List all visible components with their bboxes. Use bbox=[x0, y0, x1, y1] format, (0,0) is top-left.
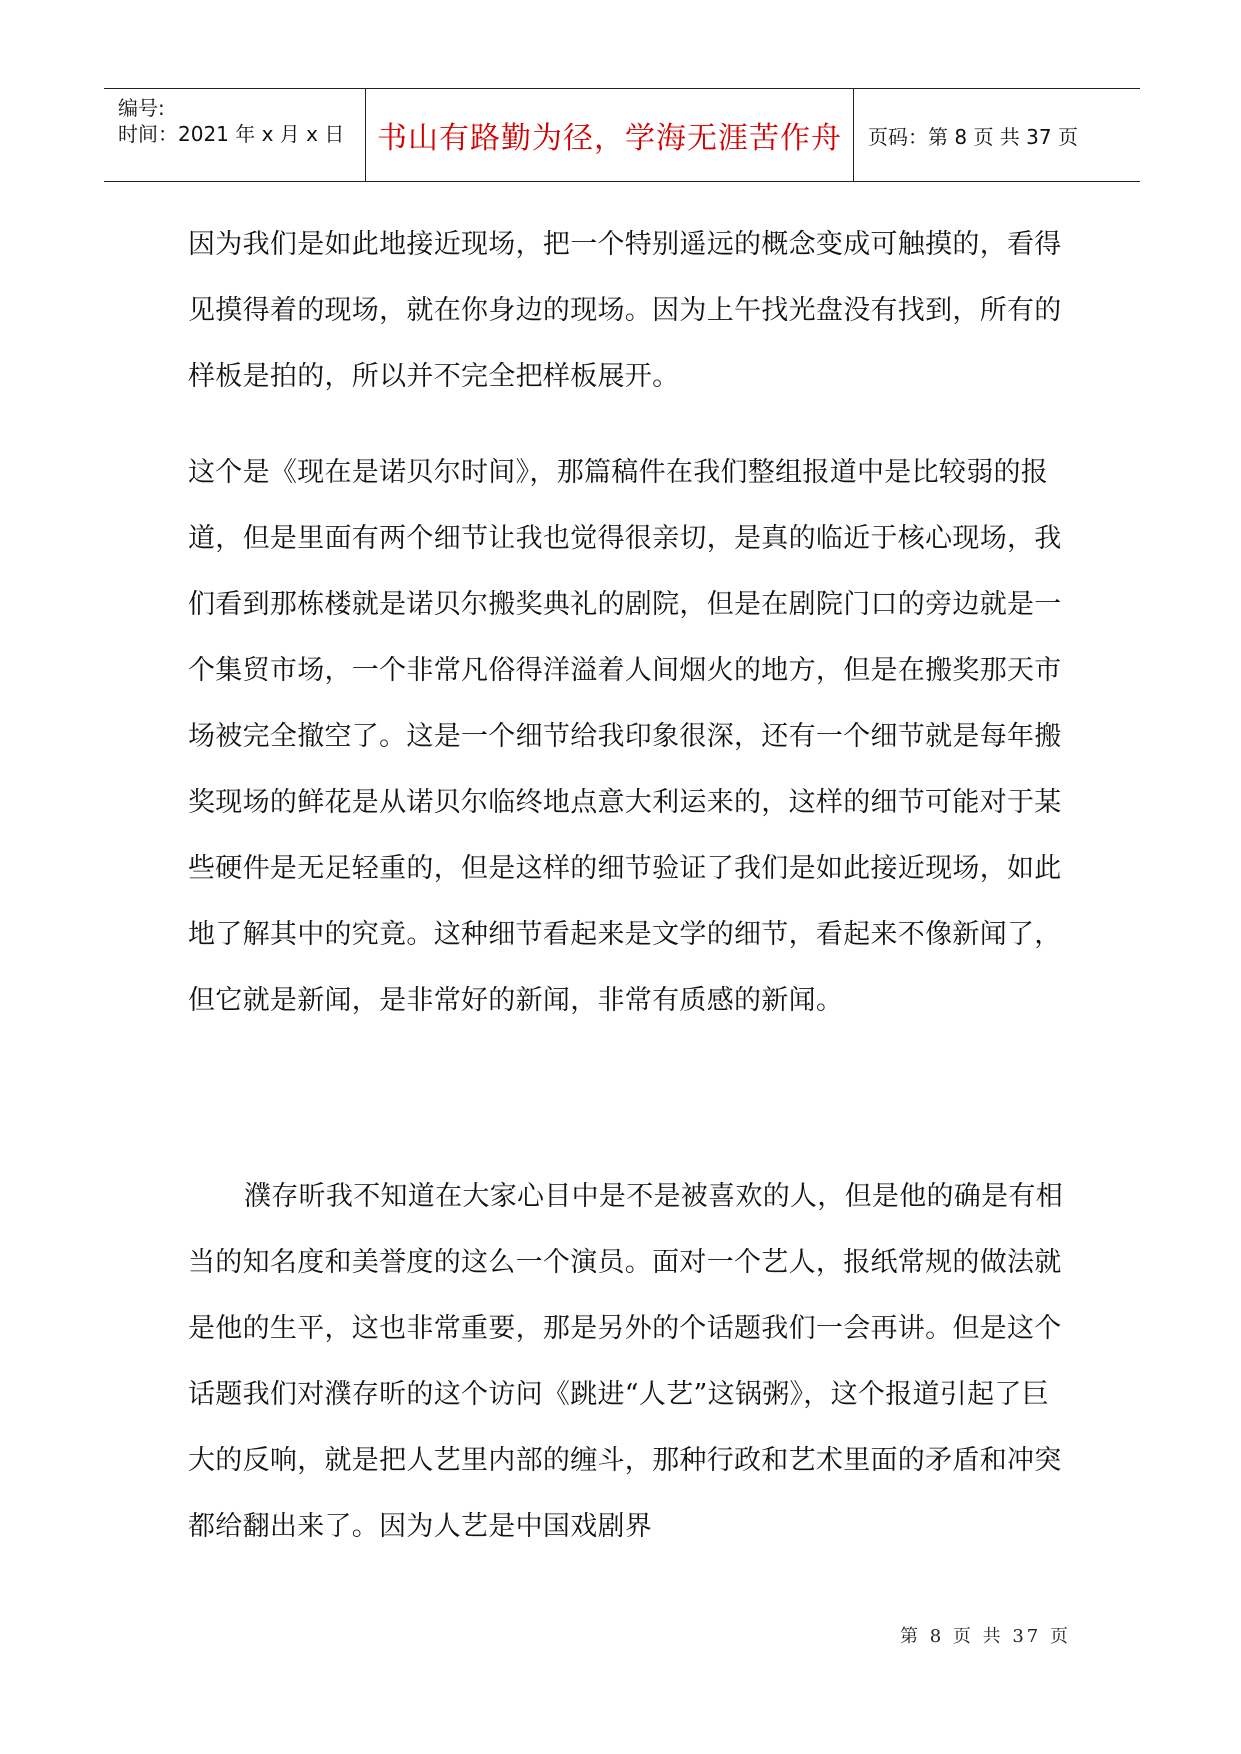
paragraph: 濮存昕我不知道在大家心目中是不是被喜欢的人，但是他的确是有相当的知名度和美誉度的这么一个演员。面对一个艺人，报纸常规的做法就是他的生平，这也非常重要，那是另外的个话题我们一会再讲。但是这个话题我们对濮存昕的这个访问《跳进“人艺”这锅粥》，这个报道引起了巨大的反响，就是把人艺里内部的缠斗，那种行政和艺术里面的矛盾和冲突都给翻出来了。因为人艺是中国戏剧界 bbox=[188, 1181, 1063, 1542]
page-footer: 第 8 页 共 37 页 bbox=[900, 1626, 1071, 1647]
document-time-label: 时间：2021 年 x 月 x 日 bbox=[118, 122, 345, 146]
paragraph: 这个是《现在是诺贝尔时间》，那篇稿件在我们整组报道中是比较弱的报道，但是里面有两个细节让我也觉得很亲切，是真的临近于核心现场，我们看到那栋楼就是诺贝尔搬奖典礼的剧院，但是在剧院门口的旁边就是一个集贸市场，一个非常凡俗得洋溢着人间烟火的地方，但是在搬奖那天市场被完全撤空了。这是一个细节给我印象很深，还有一个细节就是每年搬奖现场的鲜花是从诺贝尔临终地点意大利运来的，这样的细节可能对于某些硬件是无足轻重的，但是这样的细节验证了我们是如此接近现场，如此地了解其中的究竟。这种细节看起来是文学的细节，看起来不像新闻了，但它就是新闻，是非常好的新闻，非常有质感的新闻。 bbox=[188, 457, 1062, 1016]
paragraph: 因为我们是如此地接近现场，把一个特别遥远的概念变成可触摸的，看得见摸得着的现场，就在你身边的现场。因为上午找光盘没有找到，所有的样板是拍的，所以并不完全把样板展开。 bbox=[188, 229, 1062, 392]
header-meta bbox=[104, 89, 366, 181]
header-page-info: 页码：第 8 页 共 37 页 bbox=[868, 124, 1078, 149]
document-number-label: 编号: bbox=[118, 96, 165, 120]
header-motto: 书山有路勤为径，学海无涯苦作舟 bbox=[366, 89, 854, 181]
page-header bbox=[104, 88, 1140, 182]
